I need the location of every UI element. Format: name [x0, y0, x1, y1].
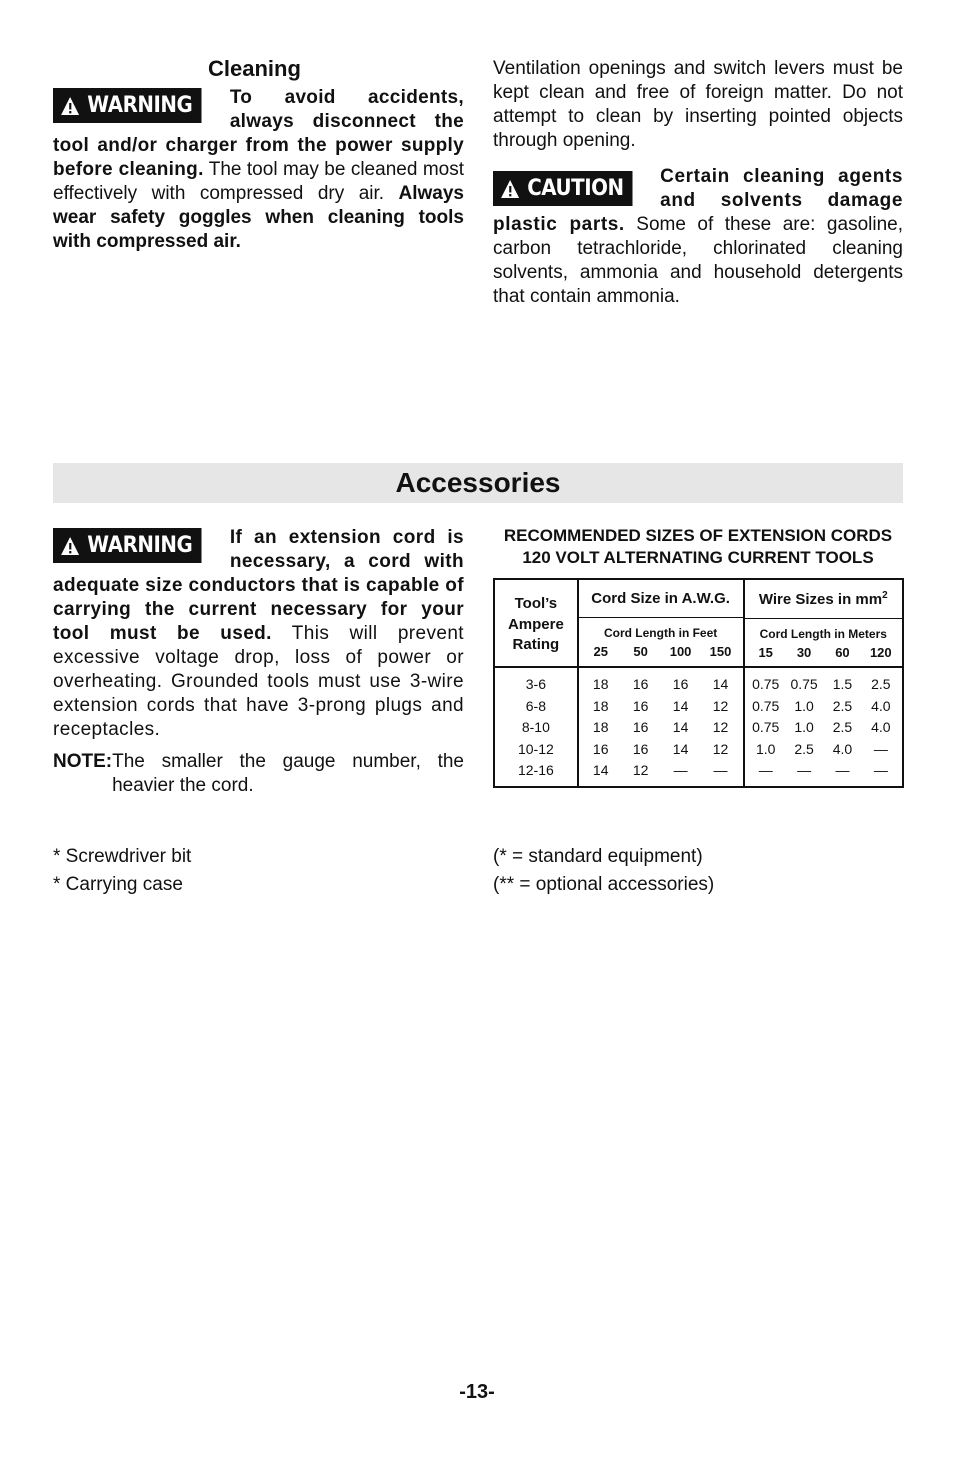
rating-header: Tool’s Ampere Rating [507, 595, 564, 653]
table-cell: 16 [632, 719, 649, 735]
table-cell: 14 [592, 762, 609, 778]
meters-value: 15 [758, 645, 773, 660]
caution-paragraph [493, 165, 903, 309]
table-cell: 0.75 [752, 719, 780, 735]
table-cell: 1.0 [794, 719, 814, 735]
table-cell: 14 [672, 719, 689, 735]
table-row [579, 739, 743, 761]
list-item: * Screwdriver bit [53, 846, 192, 867]
table-cell-rating: 12-16 [517, 762, 554, 778]
table-row [579, 696, 743, 718]
warning-triangle-icon [60, 536, 80, 556]
table-cell-rating: 6-8 [525, 697, 546, 714]
table-cell: 2.5 [871, 676, 891, 692]
feet-values [579, 640, 743, 665]
table-cell: 12 [712, 719, 729, 735]
cleaning-bold-intro: To avoid accidents, always disconnect the tool and/or charger from the power supply before cleaning. [53, 87, 464, 180]
table-row [579, 674, 743, 696]
table-row [579, 760, 743, 782]
table-title-line2: 120 VOLT ALTERNATING CURRENT TOOLS [522, 548, 874, 567]
table-cell: 4.0 [871, 697, 891, 714]
extension-cord-table [493, 578, 904, 788]
table-cell-rating: 3-6 [525, 676, 546, 692]
table-cell: 1.0 [755, 740, 776, 757]
cleaning-paragraph [53, 86, 464, 254]
page-number: -13- [459, 1381, 495, 1403]
meters-value: 60 [835, 645, 850, 660]
warning-triangle-icon [500, 179, 520, 199]
list-item: * Carrying case [53, 874, 183, 895]
accessories-heading: Accessories [53, 463, 903, 503]
table-cell: 2.5 [832, 697, 853, 714]
table-cell: 16 [632, 697, 649, 714]
table-title-line1: RECOMMENDED SIZES OF EXTENSION CORDS [503, 526, 893, 545]
table-row [745, 739, 903, 761]
meters-value: 120 [869, 645, 892, 660]
table-cell: 18 [592, 697, 609, 714]
table-cell: 0.75 [752, 676, 780, 692]
ventilation-block [493, 57, 903, 309]
meters-subheader: Cord Length in Meters [759, 627, 887, 641]
table-row [579, 717, 743, 739]
warning-badge [53, 528, 201, 563]
accessories-bold-intro: If an extension cord is necessary, a cord with adequate size conductors that is capable of carrying the current necessary for your tool must be used. [53, 527, 465, 644]
warning-label: WARNING [87, 533, 193, 558]
table-cell-rating: 8-10 [521, 719, 550, 735]
awg-header: Cord Size in A.W.G. [579, 580, 743, 618]
awg-column [578, 667, 744, 787]
table-cell: 14 [672, 740, 689, 757]
feet-subheader: Cord Length in Feet [603, 626, 718, 640]
table-cell: — [673, 762, 688, 778]
feet-value: 150 [709, 644, 732, 659]
table-cell: 14 [712, 676, 729, 692]
table-cell: 4.0 [832, 740, 853, 757]
table-cell: 14 [672, 697, 689, 714]
warning-triangle-icon [60, 96, 80, 116]
equipment-list [53, 843, 191, 899]
mm-column [744, 667, 904, 787]
mm-header [745, 580, 903, 619]
table-cell: 0.75 [790, 676, 818, 692]
meters-value: 30 [796, 645, 812, 660]
note-label: NOTE: [53, 751, 113, 772]
ventilation-paragraph: Ventilation openings and switch levers must be kept clean and free of foreign matter. Do not attempt to clean by inserting pointed objects through opening. [493, 58, 903, 151]
table-cell: 12 [632, 762, 649, 778]
feet-value: 100 [669, 644, 692, 659]
table-cell: 12 [712, 740, 729, 757]
accessories-text: This will prevent excessive voltage drop, loss of power or overheating. Grounded tools must use 3-wire extension cords that have 3-prong plugs and receptacles. [53, 623, 464, 740]
warning-label: WARNING [87, 93, 193, 118]
mm-header-text: Wire Sizes in mm [758, 591, 883, 608]
feet-value: 50 [633, 644, 648, 659]
table-cell: 0.75 [752, 697, 780, 714]
table-cell: — [758, 762, 773, 778]
cleaning-warning-block [53, 86, 464, 254]
legend-item: (** = optional accessories) [493, 874, 715, 895]
cleaning-bold-end: Always wear safety goggles when cleaning tools with compressed air. [53, 183, 464, 252]
table-cell: 2.5 [832, 719, 853, 735]
caution-text: Some of these are: gasoline, carbon tetrachloride, chlorinated cleaning solvents, ammonia and household detergents that contain ammonia. [493, 214, 903, 307]
table-cell-rating: 10-12 [517, 740, 554, 757]
table-cell: — [873, 762, 888, 778]
accessories-paragraph [53, 526, 464, 742]
table-cell: 12 [712, 697, 729, 714]
accessories-warning-block [53, 526, 464, 798]
legend-item: (* = standard equipment) [493, 846, 703, 867]
mm-header-sup: 2 [882, 590, 888, 601]
table-cell: — [835, 762, 850, 778]
table-cell: 16 [592, 740, 609, 757]
table-cell: 18 [592, 719, 609, 735]
table-cell: — [797, 762, 812, 778]
table-cell: — [873, 740, 888, 757]
table-cell: 1.0 [794, 697, 814, 714]
cleaning-heading: Cleaning [208, 56, 301, 81]
table-cell: 16 [632, 676, 649, 692]
note-text: The smaller the gauge number, the heavier the cord. [112, 751, 464, 796]
table-cell: 4.0 [871, 719, 891, 735]
table-row [745, 696, 903, 718]
cleaning-text: The tool may be cleaned most effectively with compressed dry air. [53, 159, 464, 204]
caution-badge [493, 171, 633, 206]
feet-value: 25 [593, 644, 608, 659]
table-cell: 18 [592, 676, 609, 692]
rating-header-cell [494, 579, 578, 667]
meters-values [745, 641, 903, 666]
caution-label: CAUTION [527, 176, 624, 201]
table-cell: — [713, 762, 728, 778]
table-row [745, 717, 903, 739]
awg-header-cell [578, 579, 744, 667]
caution-bold-intro: Certain cleaning agents and solvents damage plastic parts. [493, 166, 903, 235]
table-row [745, 760, 903, 782]
mm-header-cell [744, 579, 904, 667]
table-cell: 2.5 [794, 740, 814, 757]
equipment-legend [493, 843, 714, 899]
table-cell: 16 [632, 740, 649, 757]
table-row [745, 674, 903, 696]
table-cell: 1.5 [832, 676, 853, 692]
note [53, 750, 464, 798]
ratings-column [494, 667, 578, 787]
table-cell: 16 [672, 676, 689, 692]
warning-badge [53, 88, 201, 123]
table-title [493, 525, 903, 569]
